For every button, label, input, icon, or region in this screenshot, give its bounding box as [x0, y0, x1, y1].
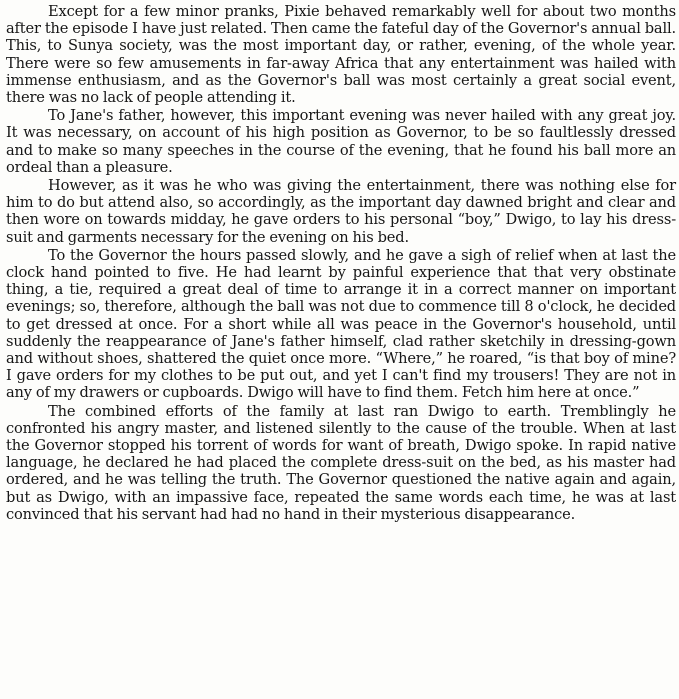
paragraph-dwigo-questioned: The combined efforts of the family at last ran Dwigo to earth. Tremblingly he confronted his angry master, and listened silently to the cause of the trouble. When at last the Governor stopped his torrent of words for want of breath, Dwigo spoke. In rapid native language, he declared he had placed the complete dress-suit on the bed, as his master had ordered, and he was telling the truth. The Governor questioned the native again and again, but as Dwigo, with an impassive face, repeated the same words each time, he was at last convinced that his servant had had no hand in their mysterious disappearance.	[6, 402, 676, 523]
article-body	[6, 3, 676, 523]
paragraph-missing-trousers: To the Governor the hours passed slowly, and he gave a sigh of relief when at last the clock hand pointed to five. He had learnt by painful experience that that very obstinate thing, a tie, required a great deal of time to arrange it in a correct manner on important evenings; so, therefore, although the ball was not due to commence till 8 o'clock, he decided to get dressed at once. For a short while all was peace in the Governor's household, until suddenly the reappearance of Jane's father himself, clad rather sketchily in dressing-gown and without shoes, shattered the quiet once more. “Where,” he roared, “is that boy of mine? I gave orders for my clothes to be put out, and yet I can't find my trousers! They are not in any of my drawers or cupboards. Dwigo will have to find them. Fetch him here at once.”	[6, 246, 676, 402]
paragraph-pixie-pranks: Except for a few minor pranks, Pixie behaved remarkably well for about two months after the episode I have just related. Then came the fateful day of the Governor's annual ball. This, to Sunya society, was the most important day, or rather, evening, of the whole year. There were so few amusements in far-away Africa that any entertainment was hailed with immense enthusiasm, and as the Governor's ball was most certainly a great social event, there was no lack of people attending it.	[6, 3, 676, 107]
paragraph-dress-suit-orders: However, as it was he who was giving the entertainment, there was nothing else for him to do but attend also, so accordingly, as the important day dawned bright and clear and then wore on towards midday, he gave orders to his personal “boy,” Dwigo, to lay his dress-suit and garments necessary for the evening on his bed.	[6, 177, 676, 246]
paragraph-governor-ordeal: To Jane's father, however, this important evening was never hailed with any great joy. It was necessary, on account of his high position as Governor, to be so faultlessly dressed and to make so many speeches in the course of the evening, that he found his ball more an ordeal than a pleasure.	[6, 107, 676, 176]
